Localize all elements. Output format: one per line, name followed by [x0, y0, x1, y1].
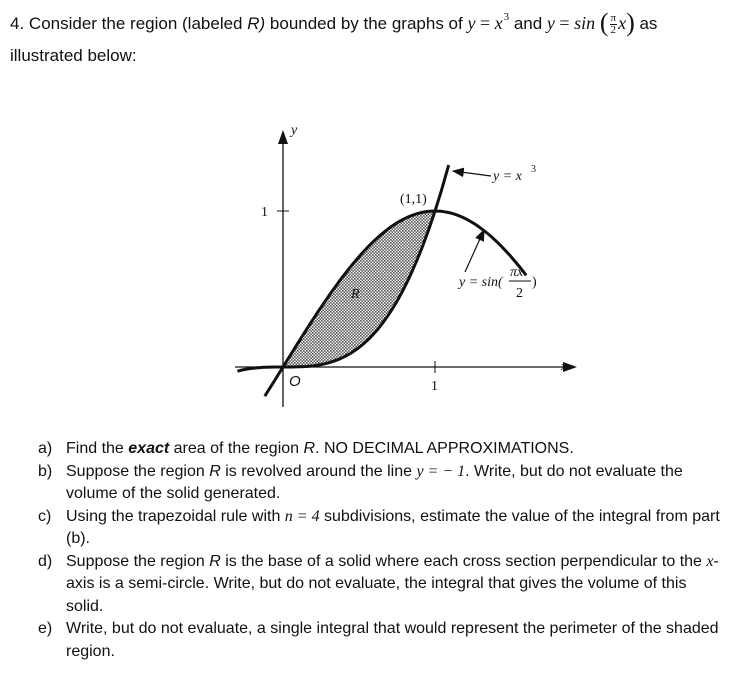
part-text: -axis is a semi-circle. Write, but do not evaluate, the integral that gives the volume of this solid.	[66, 552, 719, 615]
part-a	[38, 438, 728, 461]
part-text: Suppose the region	[66, 552, 210, 570]
sine-label-numerator: πx	[510, 265, 524, 280]
close-paren: )	[626, 7, 635, 37]
part-b	[38, 461, 728, 506]
part-text: Find the	[66, 440, 129, 457]
eq2-lhs: y	[546, 13, 555, 33]
y-axis-arrow-icon	[278, 130, 288, 144]
eq1-base: x	[494, 13, 503, 33]
part-text: subdivisions, estimate the value of the integral from part (b).	[66, 507, 720, 547]
math-expression: n = 4	[284, 507, 320, 525]
question-parts	[38, 438, 728, 663]
eq2-equals: =	[554, 13, 575, 33]
x-axis-label: x	[561, 358, 567, 373]
region-var: R	[209, 462, 221, 480]
cubic-label-pointer	[453, 171, 491, 176]
sine-label-denominator: 2	[516, 286, 523, 301]
part-label: c)	[38, 507, 52, 525]
part-text: is revolved around the line	[220, 462, 417, 480]
part-label: e)	[38, 620, 53, 637]
part-label: b)	[38, 462, 53, 480]
part-text: . NO DECIMAL APPROXIMATIONS.	[315, 440, 574, 457]
eq2-func: sin	[574, 13, 596, 33]
intersection-label: (1,1)	[400, 192, 427, 207]
eq2-frac-den: 2	[610, 24, 617, 37]
region-var: R	[209, 552, 221, 570]
eq1-exponent: 3	[503, 11, 510, 23]
open-paren: (	[599, 7, 609, 37]
origin-label: O	[289, 373, 301, 390]
math-expression: y = − 1	[416, 462, 466, 480]
eq2-fraction	[610, 13, 618, 36]
sine-label-pointer	[465, 230, 484, 272]
region-label: R	[351, 287, 360, 302]
eq1-equals: =	[475, 13, 495, 33]
y-axis-label: y	[291, 123, 298, 138]
cubic-label-exponent: 3	[531, 164, 536, 175]
problem-text-4: illustrated below:	[10, 46, 137, 65]
problem-number: 4.	[10, 14, 25, 33]
eq1-lhs: y	[467, 13, 476, 33]
part-text: is the base of a solid where each cross section perpendicular to the	[220, 552, 707, 570]
and-word: and	[509, 14, 547, 33]
problem-statement	[10, 8, 746, 71]
emphasis: exact	[128, 440, 170, 457]
part-label: a)	[38, 440, 53, 457]
part-e	[38, 618, 728, 663]
math-expression: x	[706, 552, 714, 570]
problem-text-3: as	[634, 14, 658, 33]
region-name: R)	[247, 14, 266, 33]
part-text: . Write, but do not evaluate the volume of the solid generated.	[66, 462, 683, 502]
part-text: Write, but do not evaluate, a single integral that would represent the perimeter of the shaded region.	[66, 620, 719, 660]
y-tick-label: 1	[261, 205, 268, 220]
x-tick-label: 1	[431, 379, 438, 394]
part-text: area of the region	[169, 440, 304, 457]
part-text: Using the trapezoidal rule with	[66, 507, 285, 525]
sine-label-close: )	[532, 275, 537, 290]
part-d	[38, 551, 728, 619]
region-var: R	[303, 440, 316, 457]
part-c	[38, 506, 728, 551]
problem-text-1: Consider the region (labeled	[28, 14, 248, 33]
problem-text-2: bounded by the graphs of	[265, 14, 468, 33]
part-text: Suppose the region	[66, 462, 210, 480]
cubic-label: y = x	[493, 169, 522, 184]
part-label: d)	[38, 552, 53, 570]
sine-label: y = sin(	[459, 275, 503, 290]
eq2-var: x	[618, 13, 627, 33]
region-graph	[225, 122, 585, 420]
eq2-frac-num: π	[610, 12, 617, 25]
